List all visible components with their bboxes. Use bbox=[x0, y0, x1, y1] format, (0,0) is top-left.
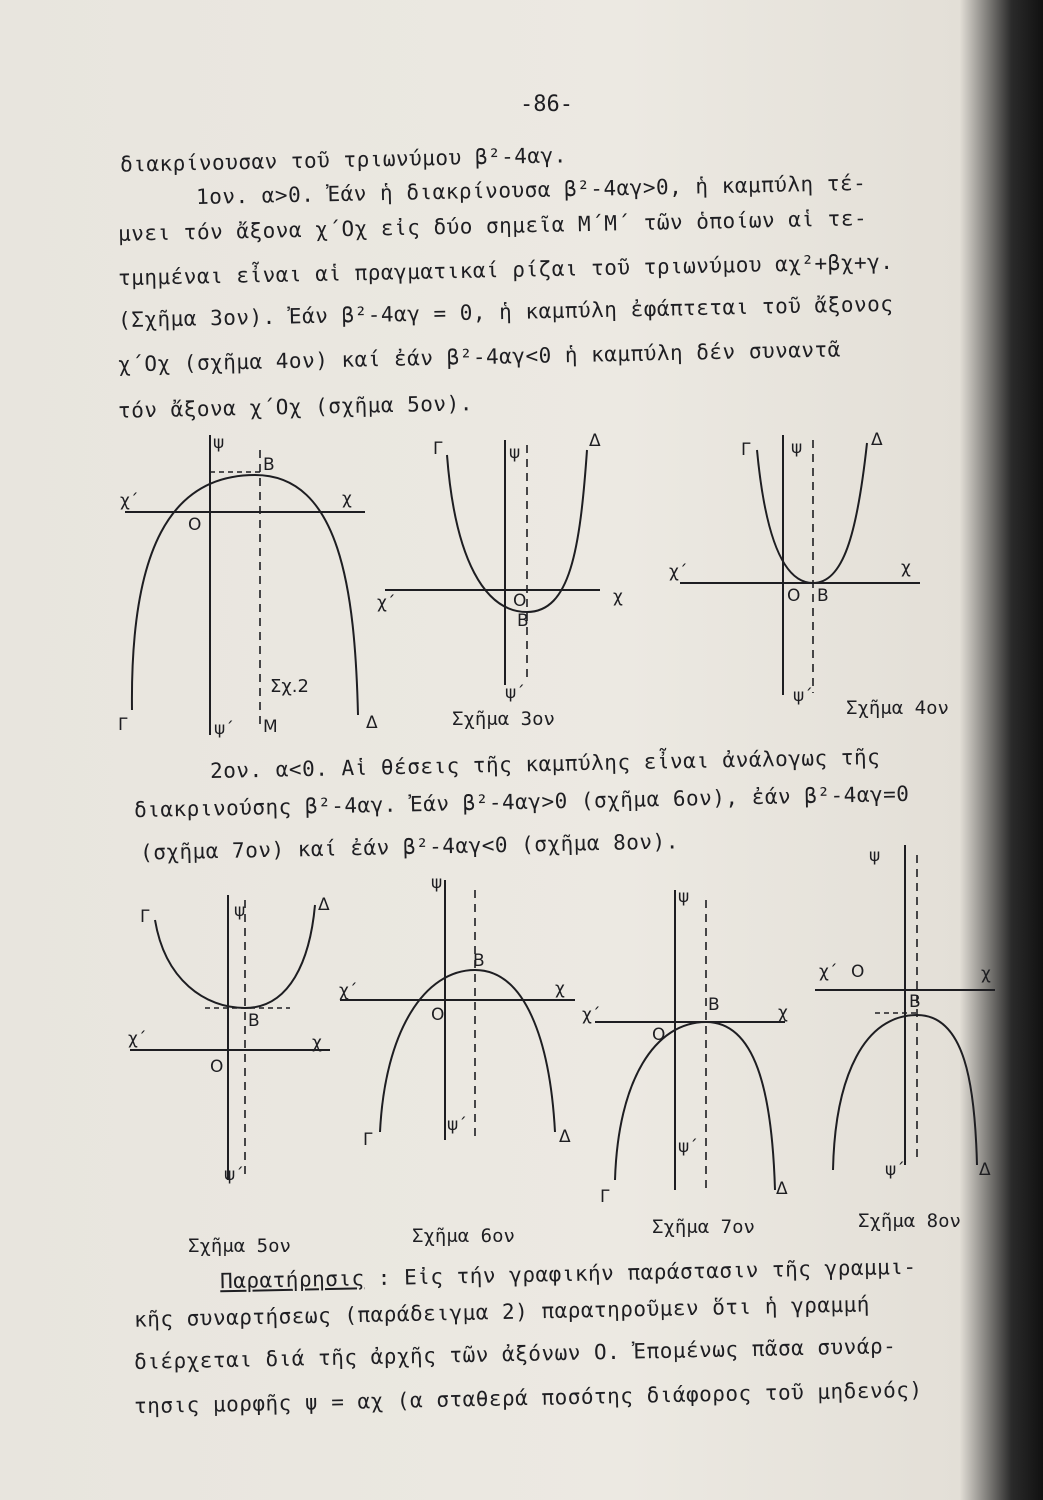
figure-3 bbox=[375, 430, 635, 703]
fig5-label-g: Γ bbox=[140, 907, 150, 927]
text-line-10: (σχῆμα 7ον) καί ἐάν β²-4αγ<0 (σχῆμα 8ον). bbox=[139, 829, 680, 865]
fig7-caption: Σχῆμα 7ον bbox=[652, 1216, 755, 1238]
fig5-label-d: Δ bbox=[318, 895, 330, 915]
fig2-label-d: Δ bbox=[366, 713, 378, 733]
fig3-label-x-prime: χ΄ bbox=[377, 593, 396, 613]
fig5-label-psi-prime: ψ΄ bbox=[224, 1165, 244, 1185]
remark-text: : Εἰς τήν γραφικήν παράστασιν τῆς γραμμι- bbox=[364, 1254, 917, 1291]
fig4-label-psi: ψ bbox=[791, 438, 803, 458]
fig6-label-o: Ο bbox=[431, 1005, 445, 1025]
fig4-label-psi-prime: ψ΄ bbox=[793, 686, 813, 706]
fig8-label-d: Δ bbox=[979, 1160, 991, 1180]
text-line-14: τησις μορφῆς ψ = αχ (α σταθερά ποσότης διάφορος τοῦ μηδενός) bbox=[133, 1377, 923, 1419]
text-line-9: διακρινούσης β²-4αγ. Ἐάν β²-4αγ>0 (σχῆμα 6ον), ἐάν β²-4αγ=0 bbox=[133, 781, 910, 823]
fig7-label-d: Δ bbox=[776, 1179, 788, 1199]
fig7-label-b: Β bbox=[708, 995, 720, 1015]
fig4-label-x: χ bbox=[901, 558, 911, 578]
fig4-label-o: Ο bbox=[787, 586, 801, 606]
fig8-label-psi: ψ bbox=[869, 846, 881, 866]
fig3-label-psi-prime: ψ΄ bbox=[505, 683, 525, 703]
fig8-label-b: Β bbox=[909, 992, 921, 1012]
text-line-13: διέρχεται διά τῆς ἀρχῆς τῶν ἀξόνων Ο. Ἐπομένως πᾶσα συνάρ- bbox=[133, 1334, 897, 1374]
figure-6 bbox=[335, 870, 595, 1150]
fig2-label-x-prime: χ΄ bbox=[120, 491, 139, 511]
fig6-parabola bbox=[380, 970, 555, 1132]
fig7-label-psi: ψ bbox=[678, 887, 690, 907]
fig6-label-g: Γ bbox=[363, 1130, 373, 1150]
fig3-label-o: Ο bbox=[513, 591, 527, 611]
fig6-label-d: Δ bbox=[559, 1127, 571, 1147]
figure-8 bbox=[805, 835, 1010, 1180]
fig4-label-b: Β bbox=[817, 586, 829, 606]
fig5-caption: Σχῆμα 5ον bbox=[188, 1235, 291, 1257]
fig3-label-d: Δ bbox=[589, 431, 601, 451]
fig5-label-x: χ bbox=[312, 1033, 322, 1053]
fig7-label-x: χ bbox=[778, 1003, 788, 1023]
text-line-6: χ΄Οχ (σχῆμα 4ον) καί ἐάν β²-4αγ<0 ἡ καμπύλη δέν συναντᾶ bbox=[117, 337, 842, 377]
fig2-label-x: χ bbox=[342, 489, 352, 509]
remark-label: Παρατήρησις bbox=[219, 1266, 365, 1294]
fig3-label-g: Γ bbox=[433, 439, 443, 459]
fig3-label-b: Β bbox=[517, 611, 529, 631]
text-line-3: μνει τόν ἄξονα χ΄Οχ εἰς δύο σημεῖα Μ΄Μ΄ τῶν ὁποίων αἱ τε- bbox=[117, 206, 868, 246]
figure-2 bbox=[110, 430, 380, 750]
text-line-2: 1ον. α>0. Ἐάν ἡ διακρίνουσα β²-4αγ>0, ἡ καμπύλη τέ- bbox=[195, 170, 867, 210]
fig7-label-psi-prime: ψ΄ bbox=[678, 1137, 698, 1157]
fig2-label-g: Γ bbox=[118, 715, 128, 735]
fig7-parabola bbox=[615, 1022, 775, 1190]
fig3-caption: Σχῆμα 3ον bbox=[452, 708, 555, 730]
text-line-12: κῆς συναρτήσεως (παράδειγμα 2) παρατηροῦμεν ὅτι ἡ γραμμή bbox=[133, 1292, 871, 1332]
text-line-1: διακρίνουσαν τοῦ τριωνύμου β²-4αγ. bbox=[119, 143, 568, 177]
fig5-label-x-prime: χ΄ bbox=[128, 1029, 147, 1049]
fig8-label-o: Ο bbox=[851, 962, 865, 982]
fig4-label-x-prime: χ΄ bbox=[669, 562, 688, 582]
text-line-5: (Σχῆμα 3ον). Ἐάν β²-4αγ = 0, ἡ καμπύλη ἐφάπτεται τοῦ ἄξονος bbox=[117, 291, 894, 333]
fig6-label-psi: ψ bbox=[431, 873, 443, 893]
fig7-label-o: Ο bbox=[652, 1025, 666, 1045]
fig4-label-d: Δ bbox=[871, 430, 883, 450]
fig6-label-b: Β bbox=[473, 951, 485, 971]
fig7-label-g: Γ bbox=[600, 1187, 610, 1207]
fig6-label-x: χ bbox=[555, 979, 565, 999]
fig4-label-g: Γ bbox=[741, 440, 751, 460]
fig2-label-psi-prime: ψ΄ bbox=[214, 719, 234, 739]
fig4-caption: Σχῆμα 4ον bbox=[846, 697, 949, 719]
text-line-8: 2ον. α<0. Αἱ θέσεις τῆς καμπύλης εἶναι ἀνάλογως τῆς bbox=[209, 744, 881, 784]
fig2-label-o: Ο bbox=[188, 515, 202, 535]
page-number: -86- bbox=[520, 92, 573, 117]
fig8-label-x: χ bbox=[981, 964, 991, 984]
fig6-label-x-prime: χ΄ bbox=[339, 981, 358, 1001]
fig7-label-x-prime: χ΄ bbox=[582, 1005, 601, 1025]
fig3-parabola bbox=[447, 450, 587, 612]
fig8-label-psi-prime: ψ΄ bbox=[885, 1160, 905, 1180]
fig6-label-psi-prime: ψ΄ bbox=[447, 1115, 467, 1135]
text-line-11 bbox=[220, 1255, 917, 1294]
fig5-label-psi: ψ bbox=[234, 901, 246, 921]
fig3-label-psi: ψ bbox=[509, 443, 521, 463]
fig8-caption: Σχῆμα 8ον bbox=[858, 1210, 961, 1232]
fig5-label-b: Β bbox=[248, 1011, 260, 1031]
fig2-caption: Σχ.2 bbox=[270, 676, 309, 697]
figure-5 bbox=[110, 880, 350, 1190]
fig2-label-m: Μ bbox=[263, 717, 278, 737]
fig4-parabola bbox=[757, 443, 867, 583]
text-line-4: τμημέναι εἶναι αἱ πραγματικαί ρίζαι τοῦ τριωνύμου αχ²+βχ+γ. bbox=[117, 249, 894, 291]
fig5-label-o: Ο bbox=[210, 1057, 224, 1077]
fig6-caption: Σχῆμα 6ον bbox=[412, 1225, 515, 1247]
figure-4 bbox=[665, 425, 935, 715]
fig2-label-b: Β bbox=[263, 455, 275, 475]
fig2-label-psi: ψ bbox=[213, 433, 225, 453]
text-line-7: τόν ἄξονα χ΄Οχ (σχῆμα 5ον). bbox=[117, 391, 474, 423]
fig8-label-x-prime: χ΄ bbox=[819, 962, 838, 982]
fig3-label-x: χ bbox=[613, 587, 623, 607]
figure-7 bbox=[580, 880, 810, 1210]
